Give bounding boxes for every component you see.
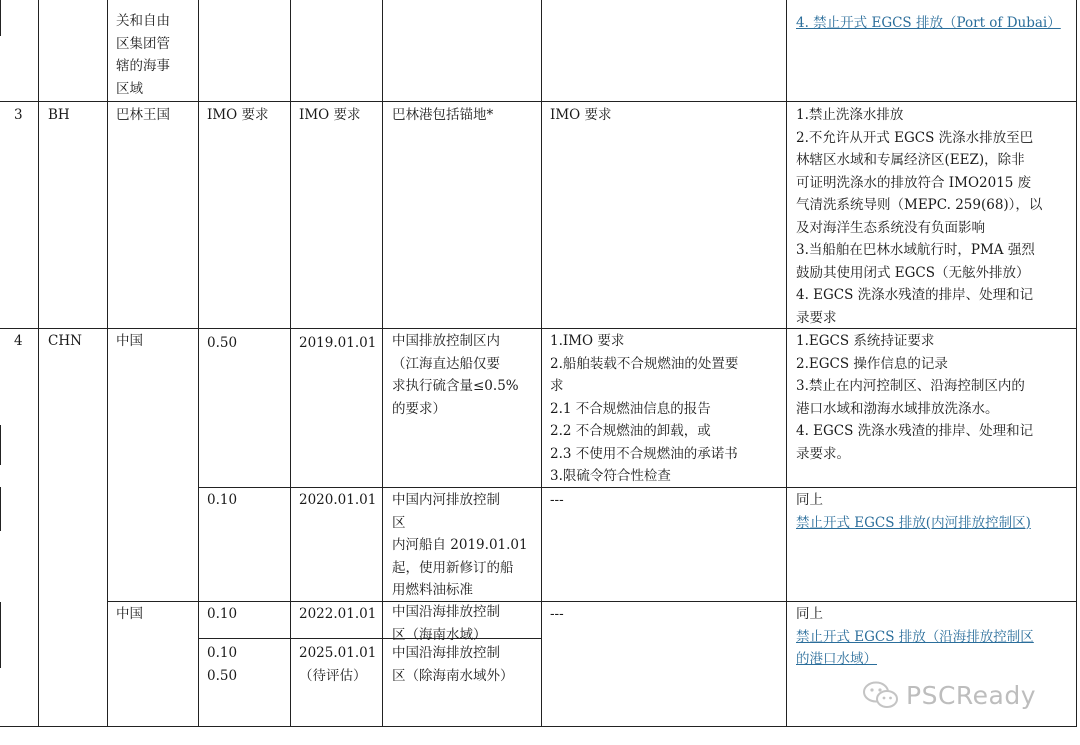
country-code: CHN — [48, 333, 82, 349]
sulphur-limit: 0.10 — [207, 606, 238, 622]
control-area: 中国排放控制区内 （江海直达船仅要 求执行硫含量≤0.5% 的要求） — [392, 333, 519, 417]
egcs-dubai-link[interactable]: 4. 禁止开式 EGCS 排放（Port of Dubai） — [796, 15, 1061, 31]
sulphur-limit: 0.50 — [207, 335, 238, 351]
watermark-text: PSCReady — [906, 680, 1037, 710]
control-area: 中国沿海排放控制 区（海南水域） — [392, 604, 500, 643]
country-name: 中国 — [116, 333, 143, 349]
wechat-icon — [862, 680, 900, 710]
requirements: 1.IMO 要求 2.船舶装载不合规燃油的处置要 求 2.1 不合规燃油信息的报告 2.2 不合规燃油的卸载，或 2.3 不使用不合规燃油的承诺书 3.限硫令符合性检查 — [550, 333, 739, 484]
sulphur-limit: IMO 要求 — [207, 107, 269, 123]
egcs-measures: 1.EGCS 系统持证要求 2.EGCS 操作信息的记录 3.禁止在内河控制区、沿海控制区内的 港口水域和渤海水域排放洗涤水。 4. EGCS 洗涤水残渣的排岸、处理和记 录要求。 — [796, 333, 1034, 462]
egcs-coastal-link-cont[interactable]: 的港口水域） — [796, 651, 877, 667]
effective-date: 2020.01.01 — [299, 492, 377, 508]
watermark — [862, 678, 1036, 712]
row-number: 4 — [14, 333, 23, 349]
country-name: 中国 — [116, 606, 143, 622]
sulphur-limit: 0.10 0.50 — [207, 645, 238, 684]
effective-date: 2022.01.01 — [299, 606, 377, 622]
egcs-inland-link[interactable]: 禁止开式 EGCS 排放(内河排放控制区) — [796, 514, 1031, 531]
effective-date: 2019.01.01 — [299, 335, 377, 351]
egcs-measures: 1.禁止洗涤水排放 2.不允许从开式 EGCS 洗涤水排放至巴 林辖区水域和专属经济区(EEZ)，除非 可证明洗涤水的排放符合 IMO2015 废 气清洗系统导则（MEPC. 259(68)），以 及对海洋生态系统没有负面影响 3.当船舶在巴林水域航行时，PMA 强烈 鼓励其使用闭式 EGCS（无舷外排放） 4. EGCS 洗涤水残渣的排岸、处理和记 录要求 — [796, 107, 1043, 326]
egcs-measures: 同上 禁止开式 EGCS 排放(内河排放控制区) — [796, 492, 1031, 531]
requirements: IMO 要求 — [550, 107, 612, 123]
sulphur-limit: 0.10 — [207, 492, 238, 508]
effective-date: 2025.01.01 （待评估） — [299, 645, 377, 684]
country-code: BH — [48, 107, 70, 123]
requirements: --- — [550, 492, 564, 508]
region-text: 关和自由 区集团管 辖的海事 区域 — [116, 13, 170, 97]
control-area: 中国沿海排放控制 区（除海南水域外） — [392, 645, 514, 684]
egcs-measures: 同上 禁止开式 EGCS 排放（沿海排放控制区 的港口水域） — [796, 606, 1034, 667]
control-area: 巴林港包括锚地* — [392, 107, 494, 123]
egcs-coastal-link[interactable]: 禁止开式 EGCS 排放（沿海排放控制区 — [796, 628, 1034, 645]
requirements: --- — [550, 606, 564, 622]
row-number: 3 — [14, 107, 23, 123]
dubai-egcs-link-cell — [796, 12, 1061, 35]
country-name: 巴林王国 — [116, 107, 170, 123]
effective-date: IMO 要求 — [299, 107, 361, 123]
control-area: 中国内河排放控制 区 内河船自 2019.01.01 起，使用新修订的船 用燃料油标准 — [392, 492, 528, 598]
